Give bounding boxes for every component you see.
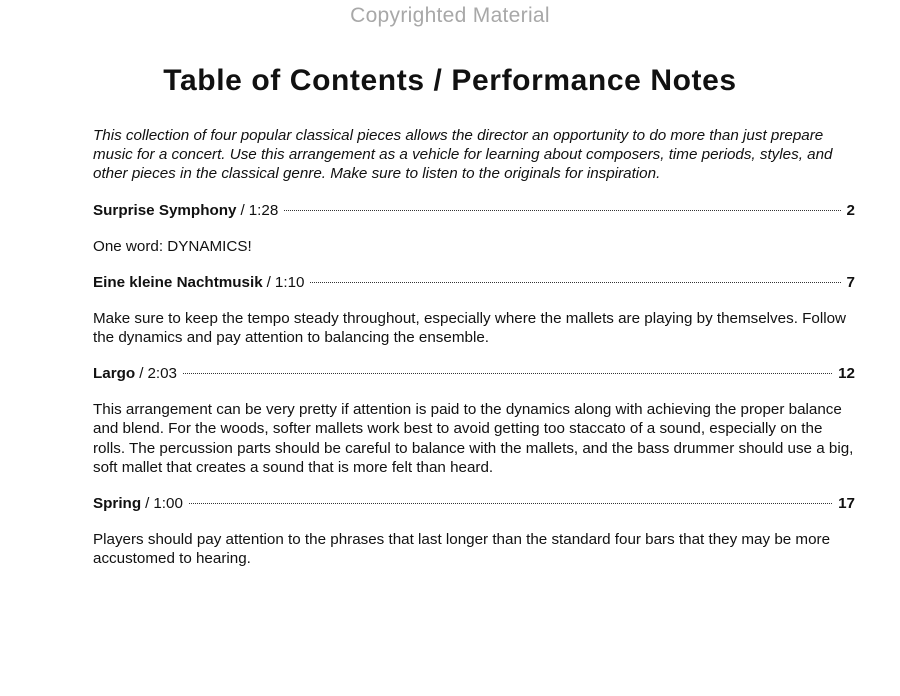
page-title: Table of Contents / Performance Notes — [163, 64, 737, 97]
entry-separator: / — [139, 365, 144, 383]
entry-title: Eine kleine Nachtmusik — [93, 273, 263, 291]
dot-leader — [183, 373, 832, 374]
toc-entry-spring — [93, 494, 857, 513]
performance-note: This arrangement can be very pretty if attention is paid to the dynamics along with achieving the proper balance and blend. For the woods, softer mallets work best to avoid getting too staccato of a sound, especially on the rolls. The percussion parts should be careful to balance with the mallets, and the bass drummer should use a big, soft mallet that creates a sound that is more felt than heard. — [93, 401, 854, 476]
entry-page-number: 2 — [846, 201, 855, 219]
copyright-watermark: Copyrighted Material — [350, 4, 550, 27]
dot-leader — [310, 282, 840, 283]
entry-title: Largo — [93, 365, 136, 383]
entry-separator: / — [266, 273, 271, 291]
toc-entry-surprise-symphony — [93, 201, 857, 220]
entry-duration: 1:10 — [274, 273, 305, 291]
performance-note: Make sure to keep the tempo steady throughout, especially where the mallets are playing by themselves. Follow the dynamics and pay attention to balancing the ensemble. — [93, 309, 847, 347]
dot-leader — [284, 210, 840, 211]
entry-page-number: 7 — [846, 273, 855, 291]
toc-entry-eine-kleine-nachtmusik — [93, 273, 857, 292]
entry-separator: / — [145, 495, 150, 513]
entry-title: Surprise Symphony — [93, 201, 237, 219]
toc-content — [93, 126, 857, 585]
entry-page-number: 12 — [838, 365, 855, 383]
entry-duration: 1:00 — [153, 495, 183, 513]
dot-leader — [189, 503, 832, 504]
toc-entry-largo — [93, 364, 857, 383]
entry-separator: / — [240, 201, 245, 219]
entry-duration: 2:03 — [147, 365, 177, 383]
intro-paragraph: This collection of four popular classical pieces allows the director an opportunity to do more than just prepare music for a concert. Use this arrangement as a vehicle for learning about composers, time periods, styles, and other pieces in the classical genre. Make sure to listen to the originals for inspiration. — [93, 127, 833, 183]
entry-title: Spring — [93, 495, 142, 513]
performance-note: Players should pay attention to the phrases that last longer than the standard four bars that they may be more accustomed to hearing. — [93, 531, 831, 568]
entry-page-number: 17 — [838, 495, 855, 513]
entry-duration: 1:28 — [248, 201, 279, 219]
performance-note: One word: DYNAMICS! — [93, 237, 252, 255]
